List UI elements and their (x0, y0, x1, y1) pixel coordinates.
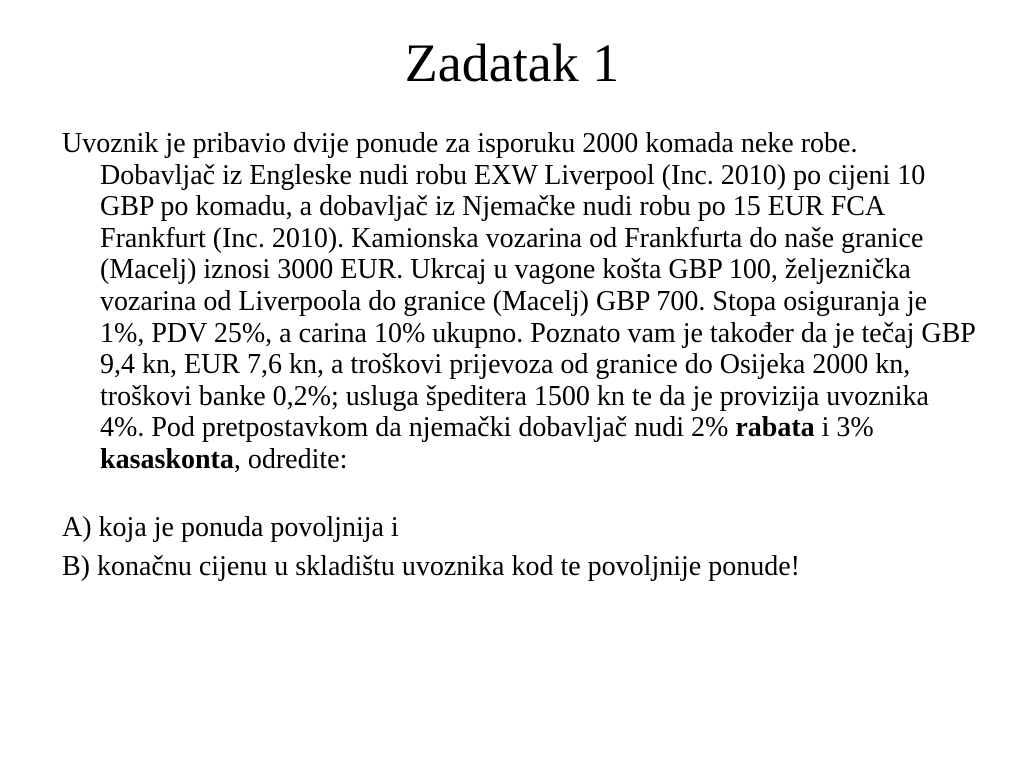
slide-title: Zadatak 1 (404, 33, 620, 93)
paragraph-spacer (62, 476, 977, 512)
question-a: A) koja je ponuda povoljnija i (62, 511, 399, 543)
task-ending-text: , odredite: (233, 443, 348, 475)
bold-term-kasaskonta: kasaskonta (100, 443, 234, 475)
task-connector-text: i 3% (814, 412, 874, 444)
question-b: B) konačnu cijenu u skladištu uvoznika kod te povoljnije ponude! (62, 551, 800, 583)
bold-term-rabata: rabata (735, 412, 815, 444)
slide-body (62, 128, 977, 583)
task-intro-text: Uvoznik je pribavio dvije ponude za isporuku 2000 komada neke robe. Dobavljač iz Engleske nudi robu EXW Liverpool (Inc. 2010) po cijeni 10 GBP po komadu, a dobavljač iz Njemačke nudi robu po 15 EUR FCA Frankfurt (Inc. 2010). Kamionska vozarina od Frankfurta do naše granice (Macelj) iznosi 3000 EUR. Ukrcaj u vagone košta GBP 100, željeznička vozarina od Liverpoola do granice (Macelj) GBP 700. Stopa osiguranja je 1%, PDV 25%, a carina 10% ukupno. Poznato vam je također da je tečaj GBP 9,4 kn, EUR 7,6 kn, a troškovi prijevoza od granice do Osijeka 2000 kn, troškovi banke 0,2%; usluga špeditera 1500 kn te da je provizija uvoznika 4%. Pod pretpostavkom da njemački dobavljač nudi 2% (62, 128, 975, 444)
task-paragraph (62, 128, 977, 476)
